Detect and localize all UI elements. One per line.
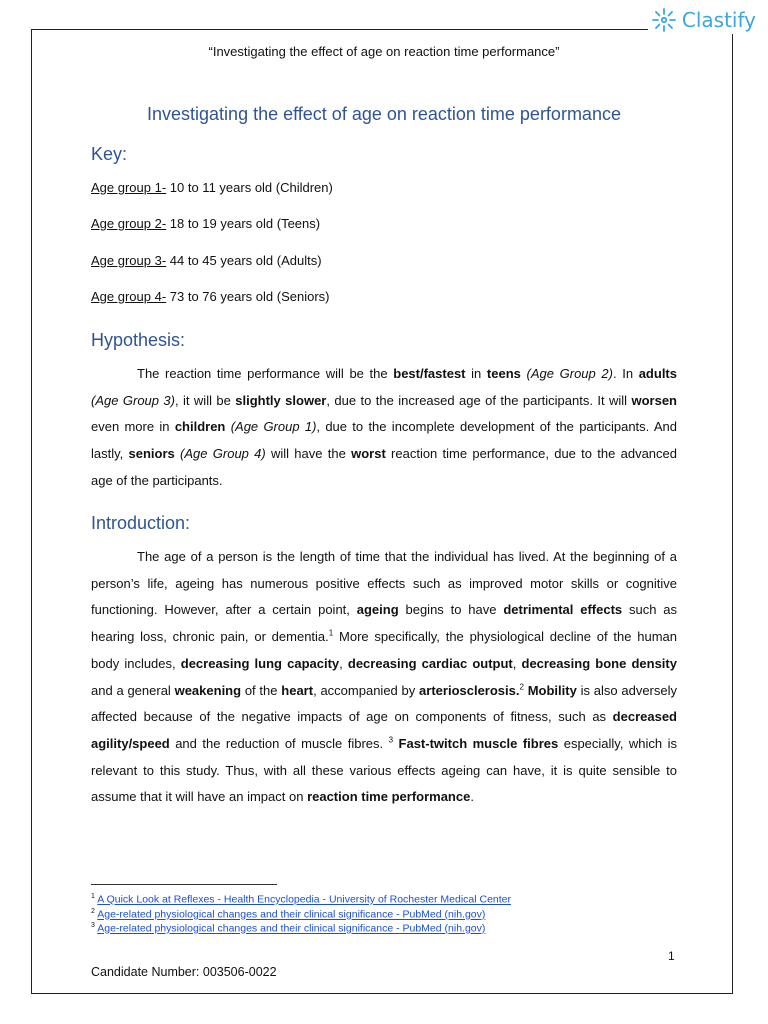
page-number: 1 (668, 949, 675, 963)
footnote-3 (91, 922, 485, 935)
footnote-number: 1 (91, 893, 95, 900)
footnote-number: 2 (91, 908, 95, 915)
footnote-number: 3 (91, 922, 95, 929)
running-header: “Investigating the effect of age on reaction time performance” (208, 44, 560, 59)
document-title: Investigating the effect of age on reaction time performance (147, 104, 621, 124)
key-item-1 (91, 180, 333, 195)
footnote-link-1[interactable]: A Quick Look at Reflexes - Health Encyclopedia - University of Rochester Medical Center (97, 893, 512, 906)
footnote-separator (91, 884, 277, 885)
key-item-4 (91, 289, 329, 304)
candidate-number: Candidate Number: 003506-0022 (91, 965, 277, 979)
footnote-link-3[interactable]: Age-related physiological changes and their clinical significance - PubMed (nih.gov) (97, 922, 486, 935)
introduction-paragraph: The age of a person is the length of time that the individual has lived. At the beginning of a person’s life, ageing has numerous positive effects such as improved motor skills or cognitive functioning. However, after a certain point, ageing begins to have detrimental effects such as hearing loss, chronic pain, or dementia.$^1$ More specifically, the physiological decline of the human body includes, decreasing lung capacity, decreasing cardiac output, decreasing bone density and a general weakening of the heart, accompanied by arteriosclerosis.$^2$ Mobility is also adversely affected because of the negative impacts of age on components of fitness, such as decreased agility/speed and the reduction of muscle fibres. $^3$ Fast-twitch muscle fibres especially, which is relevant to this study. Thus, with all these various effects ageing can have, it is quite sensible to assume that it will have an impact on reaction time performance. (91, 549, 677, 805)
key-item-label: Age group 1- (91, 180, 167, 195)
key-item-label: Age group 3- (91, 253, 167, 268)
hypothesis-heading: Hypothesis: (91, 330, 186, 350)
footnote-1 (91, 893, 511, 906)
key-item-desc: 73 to 76 years old (Seniors) (166, 289, 330, 304)
key-item-desc: 18 to 19 years old (Teens) (166, 216, 321, 231)
footnote-link-2[interactable]: Age-related physiological changes and their clinical significance - PubMed (nih.gov) (97, 908, 486, 921)
footnote-ref-3[interactable]: 3 (388, 735, 394, 745)
key-item-label: Age group 2- (91, 216, 167, 231)
key-item-2 (91, 216, 320, 231)
key-heading: Key: (91, 144, 128, 164)
clastify-logo[interactable] (648, 6, 758, 34)
logo-text: Clastify (681, 8, 756, 32)
key-item-label: Age group 4- (91, 289, 167, 304)
key-item-3 (91, 253, 322, 268)
document-page (31, 29, 733, 994)
footnote-ref-1[interactable]: 1 (328, 628, 334, 638)
footnote-2 (91, 908, 485, 921)
introduction-heading: Introduction: (91, 513, 191, 533)
clastify-burst-icon (650, 6, 678, 34)
key-item-desc: 44 to 45 years old (Adults) (166, 253, 322, 268)
footnote-ref-2[interactable]: 2 (519, 682, 524, 692)
hypothesis-paragraph: The reaction time performance will be the best/fastest in teens (Age Group 2). In adults (Age Group 3), it will be slightly slower, due to the increased age of the participants. It will worsen even more in children (Age Group 1), due to the incomplete development of the participants. And lastly, seniors (Age Group 4) will have the worst reaction time performance, due to the advanced age of the participants. (91, 366, 677, 488)
key-item-desc: 10 to 11 years old (Children) (166, 180, 333, 195)
